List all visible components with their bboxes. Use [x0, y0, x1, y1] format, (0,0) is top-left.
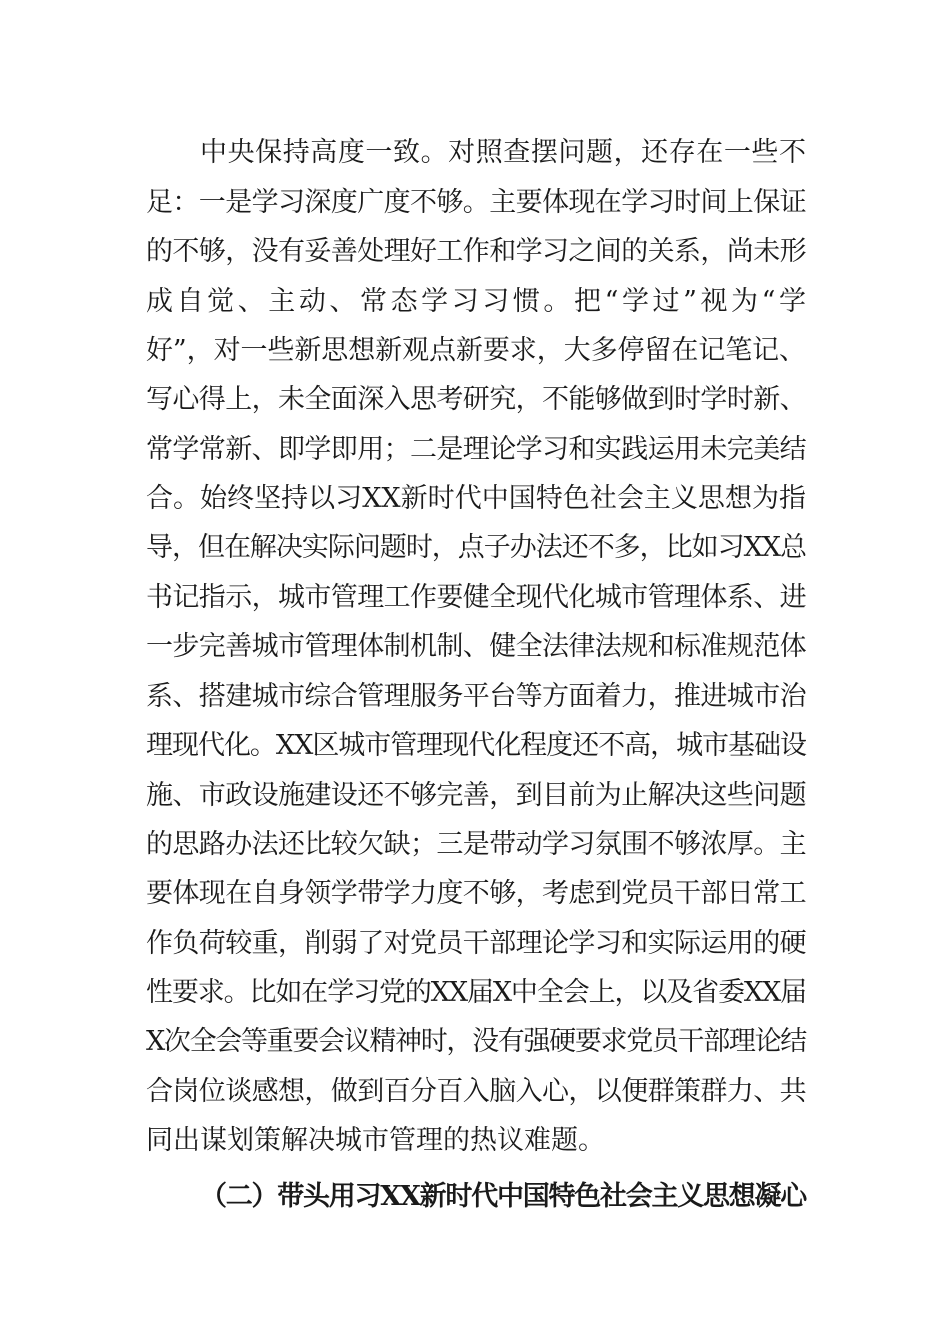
paragraph-line: 写心得上，未全面深入思考研究，不能够做到时学时新、 [146, 384, 806, 415]
paragraph-line: 理现代化。XX区城市管理现代化程度还不高，城市基础设 [146, 730, 806, 761]
paragraph-line: 系、搭建城市综合管理服务平台等方面着力，推进城市治 [146, 681, 806, 712]
paragraph-line: 足：一是学习深度广度不够。主要体现在学习时间上保证 [146, 187, 806, 218]
paragraph-line: 的不够，没有妥善处理好工作和学习之间的关系，尚未形 [146, 236, 806, 267]
paragraph-line: 书记指示，城市管理工作要健全现代化城市管理体系、进 [146, 582, 806, 613]
paragraph-line: 合岗位谈感想，做到百分百入脑入心，以便群策群力、共 [146, 1076, 806, 1107]
paragraph-line: 好”，对一些新思想新观点新要求，大多停留在记笔记、 [146, 335, 806, 366]
section-heading: （二）带头用习XX新时代中国特色社会主义思想凝心 [200, 1181, 806, 1212]
paragraph-line: 中央保持高度一致。对照查摆问题，还存在一些不 [200, 137, 806, 168]
paragraph-line: 的思路办法还比较欠缺；三是带动学习氛围不够浓厚。主 [146, 829, 806, 860]
paragraph-line: 性要求。比如在学习党的XX届X中全会上，以及省委XX届 [146, 977, 806, 1008]
paragraph-line: X次全会等重要会议精神时，没有强硬要求党员干部理论结 [146, 1026, 806, 1057]
paragraph-line: 同出谋划策解决城市管理的热议难题。 [146, 1125, 605, 1156]
paragraph-line: 成自觉、主动、常态学习习惯。把“学过”视为“学 [146, 286, 806, 317]
paragraph-line: 施、市政设施建设还不够完善，到目前为止解决这些问题 [146, 780, 806, 811]
paragraph-line: 常学常新、即学即用；二是理论学习和实践运用未完美结 [146, 434, 806, 465]
paragraph-line: 合。始终坚持以习XX新时代中国特色社会主义思想为指 [146, 483, 806, 514]
paragraph-line: 导，但在解决实际问题时，点子办法还不多，比如习XX总 [146, 532, 806, 563]
paragraph-line: 要体现在自身领学带学力度不够，考虑到党员干部日常工 [146, 878, 806, 909]
paragraph-line: 作负荷较重，削弱了对党员干部理论学习和实际运用的硬 [146, 928, 806, 959]
paragraph-line: 一步完善城市管理体制机制、健全法律法规和标准规范体 [146, 631, 806, 662]
